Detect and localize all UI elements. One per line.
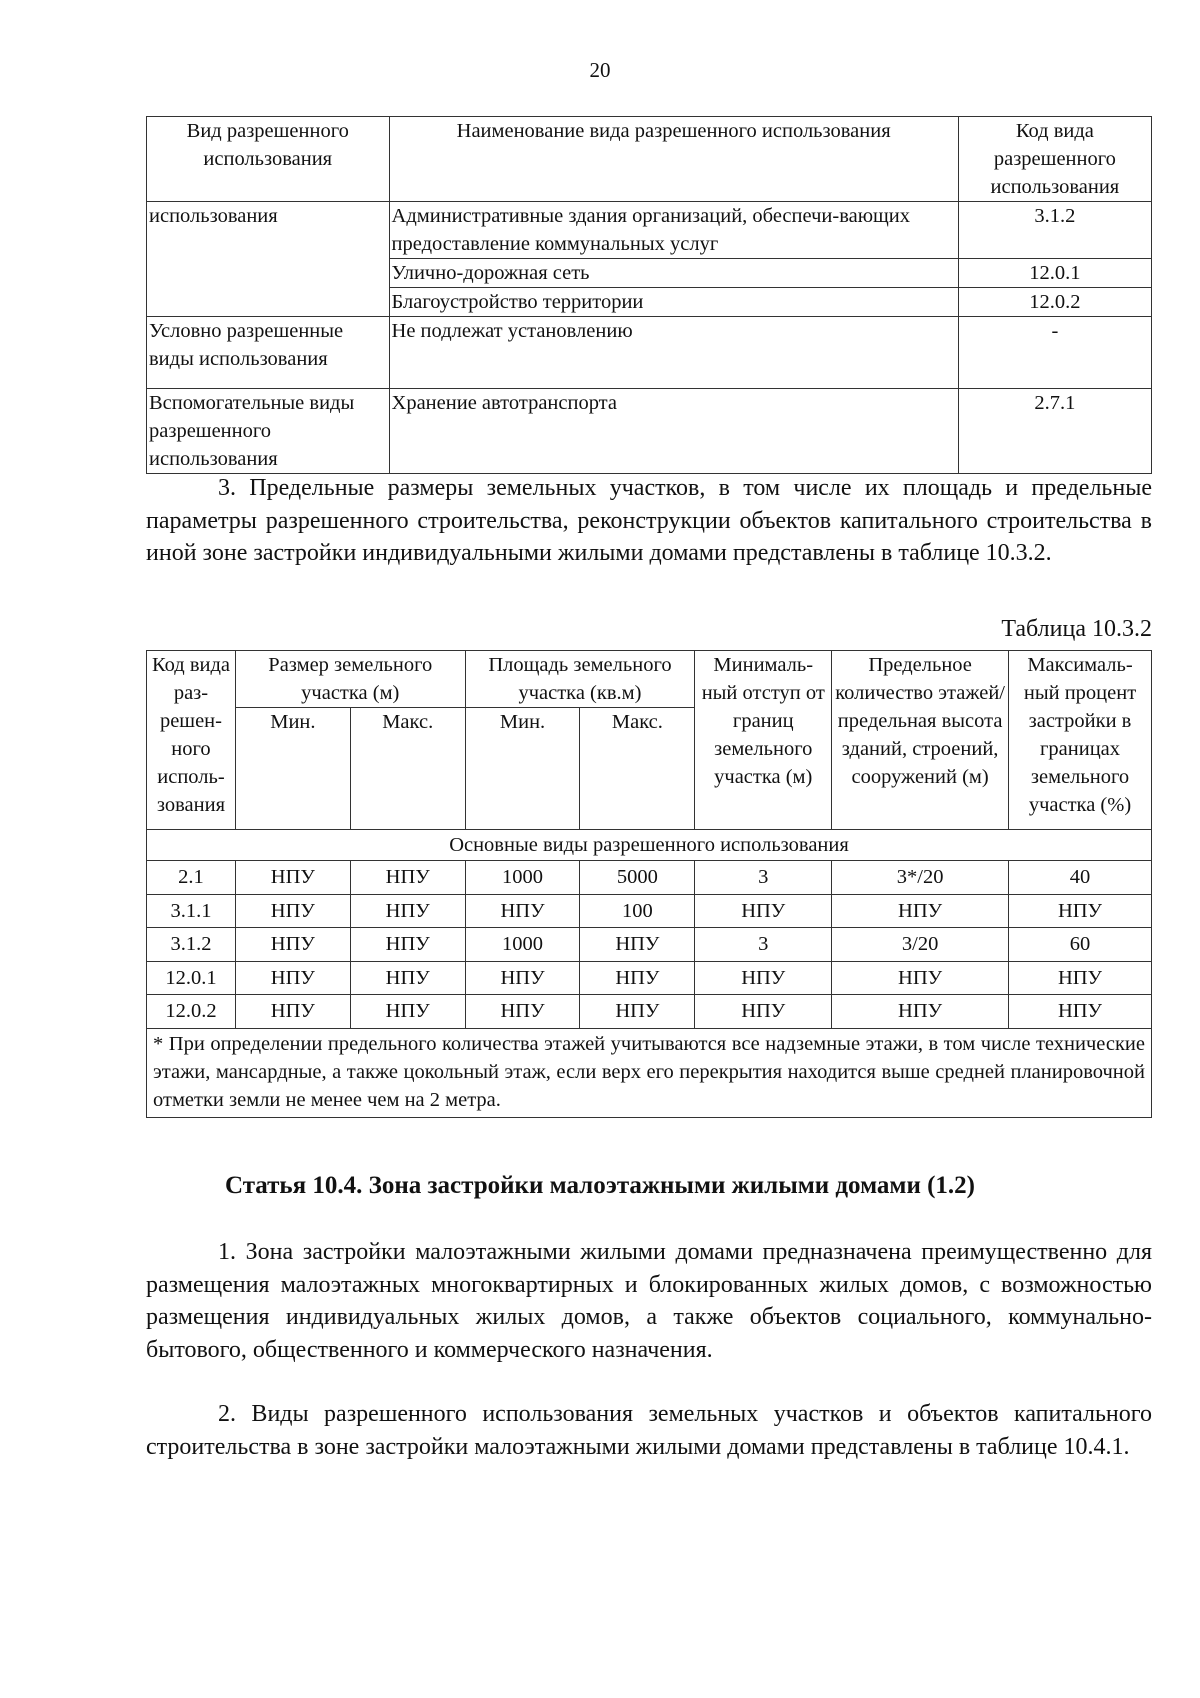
cell-area-min: 1000: [465, 928, 580, 962]
table-row: [147, 961, 1152, 995]
cell-size-min: НПУ: [235, 861, 350, 895]
limits-table: [146, 650, 1152, 1118]
header-kind: Вид разрешенного использования: [147, 117, 390, 202]
cell-max-percent: 60: [1009, 928, 1152, 962]
cell-area-min: 1000: [465, 861, 580, 895]
header-size-min: Мин.: [235, 708, 350, 830]
header-code: Код вида разрешенного использования: [958, 117, 1151, 202]
table-footnote: * При определении предельного количества этажей учитываются все надземные этажи, в том числе технические этажи, мансардные, а также цокольный этаж, если верх его перекрытия находится выше средней планировочной отметки земли не менее чем на 2 метра.: [147, 1028, 1152, 1117]
cell-name: Не подлежат установлению: [389, 317, 958, 389]
table-row: [147, 995, 1152, 1029]
cell-area-max: НПУ: [580, 928, 695, 962]
cell-area-min: НПУ: [465, 961, 580, 995]
cell-size-min: НПУ: [235, 894, 350, 928]
cell-floors: 3/20: [832, 928, 1009, 962]
header-area-min: Мин.: [465, 708, 580, 830]
cell-code: 2.1: [147, 861, 236, 895]
cell-floors: НПУ: [832, 961, 1009, 995]
cell-min-offset: 3: [695, 861, 832, 895]
cell-code: 12.0.1: [958, 259, 1151, 288]
cell-floors: 3*/20: [832, 861, 1009, 895]
table-caption: Таблица 10.3.2: [1001, 616, 1152, 642]
cell-floors: НПУ: [832, 995, 1009, 1029]
cell-code: 2.7.1: [958, 389, 1151, 474]
header-area-max: Макс.: [580, 708, 695, 830]
cell-code: -: [958, 317, 1151, 389]
cell-kind: использования: [147, 202, 390, 317]
cell-code: 3.1.1: [147, 894, 236, 928]
cell-area-max: НПУ: [580, 961, 695, 995]
cell-kind: Вспомогательные виды разрешенного использования: [147, 389, 390, 474]
cell-area-max: 5000: [580, 861, 695, 895]
cell-size-min: НПУ: [235, 961, 350, 995]
cell-code: 3.1.2: [147, 928, 236, 962]
cell-size-min: НПУ: [235, 995, 350, 1029]
cell-min-offset: 3: [695, 928, 832, 962]
table-row: [147, 894, 1152, 928]
table-row: [147, 202, 1152, 259]
cell-name: Административные здания организаций, обеспечи-вающих предоставление коммунальных услуг: [389, 202, 958, 259]
paragraph-3: 3. Предельные размеры земельных участков, в том числе их площадь и предельные параметры разрешенного строительства, реконструкции объектов капитального строительства в иной зоне застройки индивидуальными жилыми домами представлены в таблице 10.3.2.: [146, 475, 1152, 566]
header-floors: Предельное количество этажей/ предельная высота зданий, строений, сооружений (м): [832, 651, 1009, 830]
header-code: Код вида раз-решен-ного исполь-зования: [147, 651, 236, 830]
table-row: [147, 389, 1152, 474]
cell-kind: Условно разрешенные виды использования: [147, 317, 390, 389]
table-header-row: [147, 117, 1152, 202]
cell-size-min: НПУ: [235, 928, 350, 962]
note-row: [147, 1028, 1152, 1117]
cell-name: Хранение автотранспорта: [389, 389, 958, 474]
cell-area-min: НПУ: [465, 995, 580, 1029]
section-row: [147, 830, 1152, 861]
cell-floors: НПУ: [832, 894, 1009, 928]
cell-max-percent: НПУ: [1009, 961, 1152, 995]
header-min-offset: Минималь-ный отступ от границ земельного участка (м): [695, 651, 832, 830]
cell-size-max: НПУ: [350, 928, 465, 962]
cell-size-max: НПУ: [350, 894, 465, 928]
cell-area-min: НПУ: [465, 894, 580, 928]
paragraph-article-2: 2. Виды разрешенного использования земельных участков и объектов капитального строительства в зоне застройки малоэтажными жилыми домами представлены в таблице 10.4.1.: [146, 1401, 1152, 1460]
cell-name: Улично-дорожная сеть: [389, 259, 958, 288]
cell-max-percent: 40: [1009, 861, 1152, 895]
cell-code: 3.1.2: [958, 202, 1151, 259]
cell-max-percent: НПУ: [1009, 995, 1152, 1029]
cell-code: 12.0.2: [147, 995, 236, 1029]
header-size-max: Макс.: [350, 708, 465, 830]
cell-code: 12.0.2: [958, 288, 1151, 317]
page-number: 20: [589, 58, 611, 82]
cell-area-max: 100: [580, 894, 695, 928]
section-title: Основные виды разрешенного использования: [147, 830, 1152, 861]
cell-area-max: НПУ: [580, 995, 695, 1029]
permitted-use-table: [146, 116, 1152, 474]
cell-min-offset: НПУ: [695, 894, 832, 928]
table-row: [147, 928, 1152, 962]
cell-code: 12.0.1: [147, 961, 236, 995]
table-header-row: [147, 651, 1152, 708]
header-max-percent: Максималь-ный процент застройки в границах земельного участка (%): [1009, 651, 1152, 830]
paragraph-article-1: 1. Зона застройки малоэтажными жилыми домами предназначена преимущественно для размещения малоэтажных многоквартирных и блокированных жилых домов, с возможностью размещения индивидуальных жилых домов, а также объектов социального, коммунально-бытового, общественного и коммерческого назначения.: [146, 1239, 1152, 1363]
cell-size-max: НПУ: [350, 961, 465, 995]
cell-min-offset: НПУ: [695, 995, 832, 1029]
cell-min-offset: НПУ: [695, 961, 832, 995]
table-row: [147, 317, 1152, 389]
cell-size-max: НПУ: [350, 861, 465, 895]
header-size: Размер земельного участка (м): [235, 651, 465, 708]
cell-name: Благоустройство территории: [389, 288, 958, 317]
header-area: Площадь земельного участка (кв.м): [465, 651, 695, 708]
cell-size-max: НПУ: [350, 995, 465, 1029]
cell-max-percent: НПУ: [1009, 894, 1152, 928]
header-name: Наименование вида разрешенного использования: [389, 117, 958, 202]
article-heading: Статья 10.4. Зона застройки малоэтажными жилыми домами (1.2): [224, 1172, 976, 1199]
table-row: [147, 861, 1152, 895]
